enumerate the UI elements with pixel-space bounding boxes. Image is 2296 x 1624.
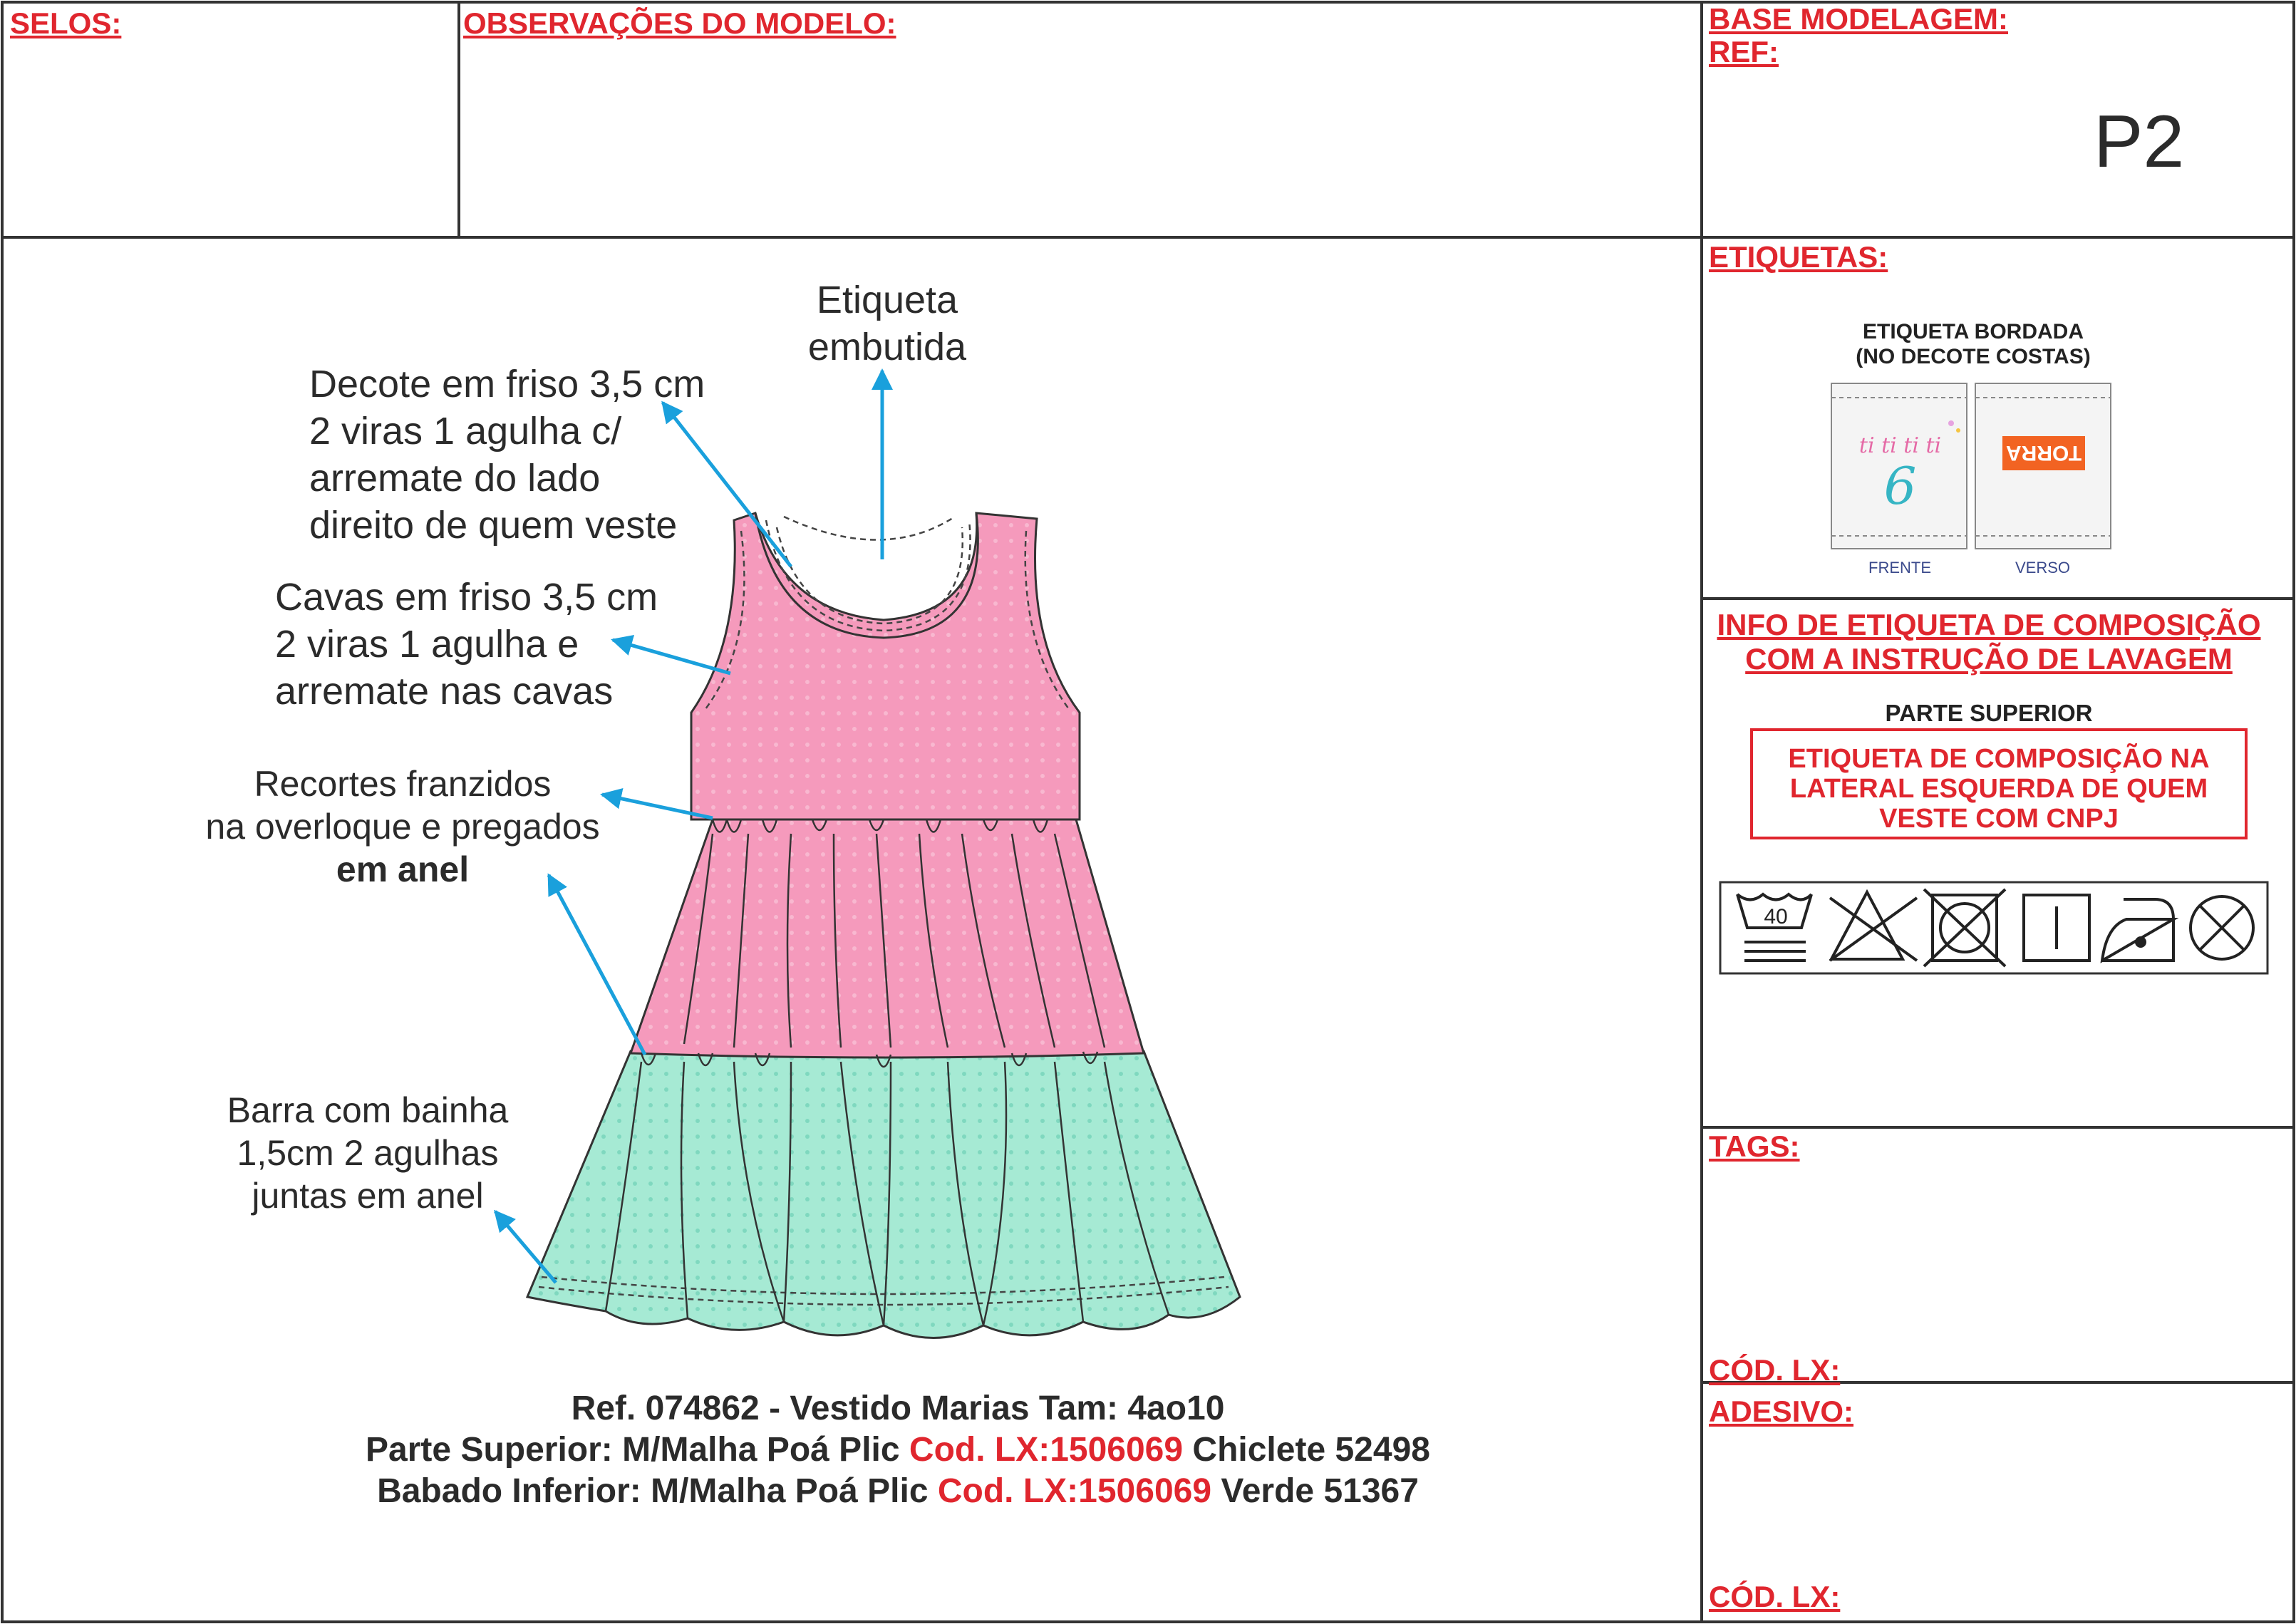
annotation-recortes — [178, 762, 627, 891]
annotation-line: Etiqueta — [816, 279, 958, 321]
tags-cod-lx: CÓD. LX: — [1709, 1353, 1841, 1387]
product-caption — [185, 1388, 1610, 1512]
embroidered-label-title — [1821, 319, 2125, 369]
selos-header: SELOS: — [10, 6, 122, 40]
annotation-line: embutida — [807, 326, 967, 368]
composition-box-line: VESTE COM CNPJ — [1879, 804, 2119, 834]
composition-info-title-line: INFO DE ETIQUETA DE COMPOSIÇÃO — [1717, 608, 2261, 641]
composition-info-title-line: COM A INSTRUÇÃO DE LAVAGEM — [1745, 642, 2233, 676]
annotation-line: Cavas em friso 3,5 cm — [275, 576, 658, 619]
composition-info-title — [1707, 608, 2270, 676]
embroidered-label-title-line: (NO DECOTE COSTAS) — [1856, 345, 2091, 368]
annotation-line: na overloque e pregados — [205, 807, 600, 847]
annotation-line: 2 viras 1 agulha e — [275, 623, 579, 666]
caption-code: Cod. LX:1506069 — [909, 1431, 1184, 1469]
composition-box-line: ETIQUETA DE COMPOSIÇÃO NA — [1788, 744, 2210, 774]
caption-text: Babado Inferior: M/Malha Poá Plic — [377, 1472, 938, 1510]
front-logo-number: 6 — [1883, 456, 1917, 516]
dress-middle-tier — [631, 819, 1144, 1067]
size-label: P2 — [2094, 100, 2185, 183]
annotation-line: 1,5cm 2 agulhas — [237, 1133, 499, 1173]
observacoes-header: OBSERVAÇÕES DO MODELO: — [463, 6, 896, 40]
annotation-line: 2 viras 1 agulha c/ — [309, 410, 622, 452]
front-caption: FRENTE — [1868, 559, 1931, 576]
back-logo-text: TORRA — [2005, 441, 2082, 465]
composition-box-line: LATERAL ESQUERDA DE QUEM — [1789, 774, 2208, 804]
annotation-barra — [197, 1089, 539, 1217]
care-symbols — [1720, 882, 2267, 973]
annotation-line: Recortes franzidos — [254, 764, 552, 804]
back-caption: VERSO — [2015, 559, 2071, 576]
caption-line-1: Ref. 074862 - Vestido Marias Tam: 4ao10 — [571, 1390, 1225, 1427]
annotation-decote — [309, 361, 705, 549]
etiquetas-header: ETIQUETAS: — [1709, 240, 1888, 274]
annotation-line: arremate do lado — [309, 457, 601, 500]
caption-code: Cod. LX:1506069 — [937, 1472, 1212, 1510]
annotation-etiqueta — [770, 276, 1005, 371]
annotation-line: Barra com bainha — [227, 1090, 509, 1130]
annotation-line: arremate nas cavas — [275, 670, 614, 713]
adesivo-cod-lx: CÓD. LX: — [1709, 1580, 1841, 1613]
composition-label-box — [1750, 728, 2248, 839]
embroidered-label-back — [1975, 383, 2111, 549]
ref-header: REF: — [1709, 35, 1779, 68]
caption-text: Parte Superior: M/Malha Poá Plic — [366, 1431, 909, 1469]
adesivo-header: ADESIVO: — [1709, 1395, 1854, 1428]
tags-header: TAGS: — [1709, 1129, 1800, 1163]
annotation-line: Decote em friso 3,5 cm — [309, 363, 705, 405]
caption-text: Verde 51367 — [1211, 1472, 1419, 1510]
base-modelagem-header: BASE MODELAGEM: — [1709, 2, 2008, 36]
arrow-barra — [495, 1211, 556, 1283]
wash-temp-label: 40 — [1764, 905, 1788, 929]
parte-superior-label: PARTE SUPERIOR — [1885, 700, 2093, 726]
front-logo-text: ti ti ti ti — [1858, 433, 1942, 458]
annotation-cavas — [275, 574, 658, 715]
arrow-em-anel — [549, 875, 645, 1055]
annotation-line: juntas em anel — [252, 1176, 484, 1216]
caption-text: Chiclete 52498 — [1183, 1431, 1430, 1469]
annotation-line-bold: em anel — [336, 849, 470, 889]
annotation-line: direito de quem veste — [309, 504, 678, 547]
caption-line-2 — [185, 1429, 1610, 1471]
dress-bodice — [691, 513, 1080, 819]
embroidered-label-title-line: ETIQUETA BORDADA — [1863, 320, 2084, 343]
dress-skirt — [527, 1051, 1240, 1338]
caption-line-3 — [185, 1471, 1610, 1512]
